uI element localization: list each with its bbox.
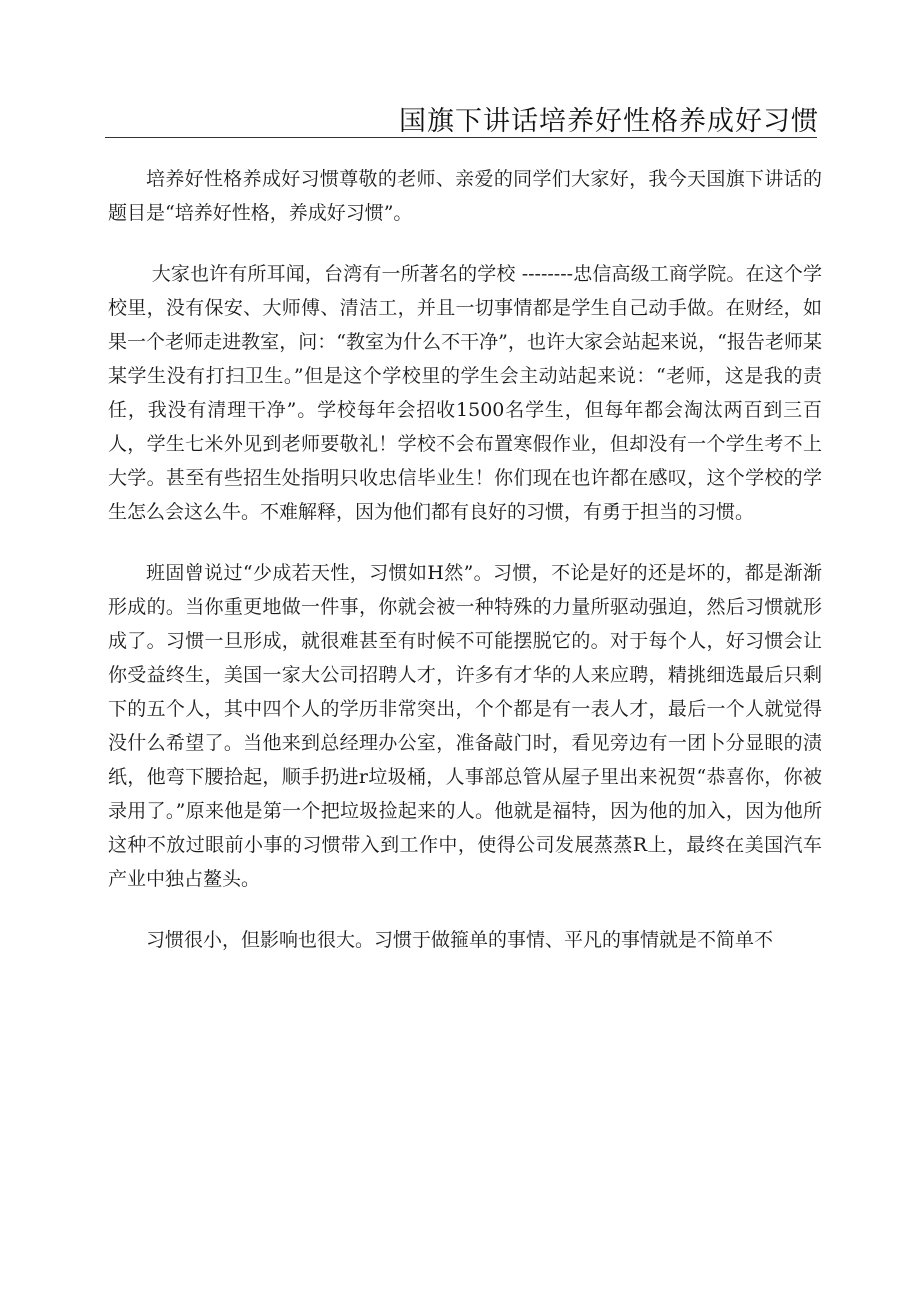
paragraph-zhongxin-school: 大家也许有所耳闻，台湾有一所著名的学校 --------忠信高级工商学院。在这个学校里，没有保安、大师傅、清洁工，并且一切事情都是学生自己动手做。在财经，如果一个老师走进教室，问：“教室为什么不干净”，也许大家会站起来说，“报告老师某某学生没有打扫卫生。”但是这个学校里的学生会主动站起来说：“老师，这是我的责任，我没有清理干净”。学校每年会招收1500名学生，但每年都会淘汰两百到三百人，学生七米外见到老师要敬礼！学校不会布置寒假作业，但却没有一个学生考不上大学。甚至有些招生处指明只收忠信毕业生！你们现在也许都在感叹，这个学校的学生怎么会这么牛。不难解释，因为他们都有良好的习惯，有勇于担当的习惯。	[108, 263, 822, 523]
title-underline	[105, 137, 817, 138]
document-title: 国旗下讲话培养好性格养成好习惯	[399, 106, 819, 137]
document-body	[108, 162, 822, 984]
paragraph-greeting: 培养好性格养成好习惯尊敬的老师、亲爱的同学们大家好，我今天国旗下讲话的题目是“培养好性格，养成好习惯”。	[108, 168, 822, 224]
paragraph-habit-formation: 班固曾说过“少成若天性，习惯如H然”。习惯，不论是好的还是坏的，都是渐渐形成的。当你重更地做一件事，你就会被一种特殊的力量所驱动强迫，然后习惯就形成了。习惯一旦形成，就很难甚至有时候不可能摆脱它的。对于每个人，好习惯会让你受益终生，美国一家大公司招聘人才，许多有才华的人来应聘，精挑细选最后只剩下的五个人，其中四个人的学历非常突出，个个都是有一表人才，最后一个人就觉得没什么希望了。当他来到总经理办公室，准备敲门时，看见旁边有一团卜分显眼的渍纸，他弯下腰拾起，顺手扔进r垃圾桶，人事部总管从屋子里出来祝贺“恭喜你，你被录用了。”原来他是第一个把垃圾捡起来的人。他就是福特，因为他的加入，因为他所这种不放过眼前小事的习惯带入到工作中，使得公司发展蒸蒸R上，最终在美国汽车产业中独占鳌头。	[108, 562, 822, 890]
paragraph-habit-influence: 习惯很小，但影响也很大。习惯于做箍单的事情、平凡的事情就是不简单不	[146, 929, 774, 951]
